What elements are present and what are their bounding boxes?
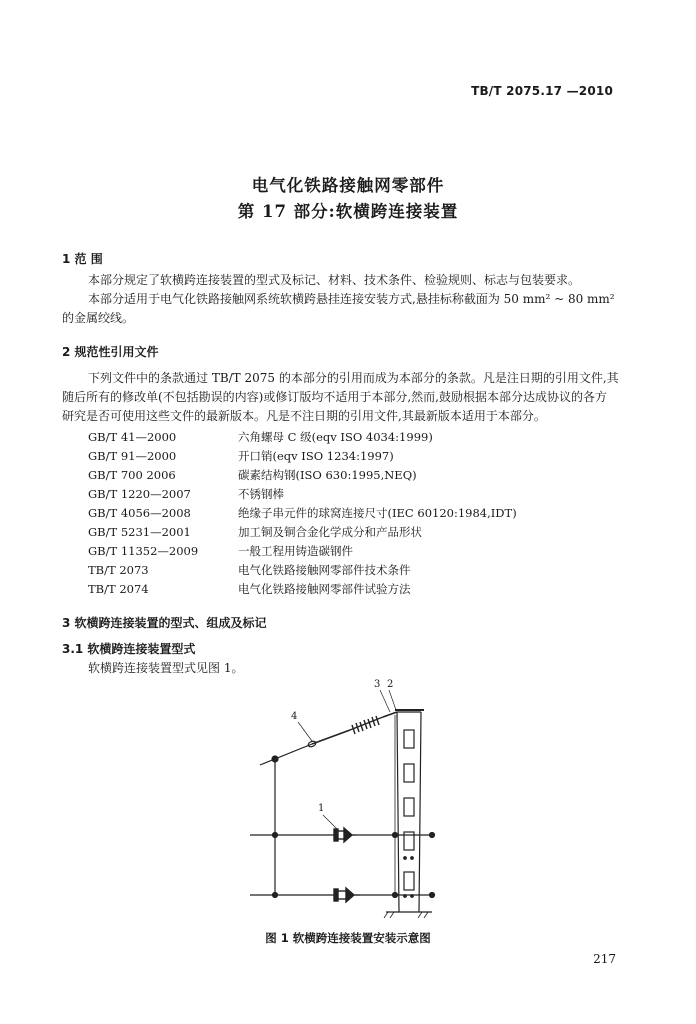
- section-3-1-heading: 3.1 软横跨连接装置型式: [62, 642, 196, 656]
- upper-cross-span-wire: [250, 828, 435, 842]
- reference-code: GB/T 5231—2001: [88, 525, 191, 539]
- page-number: 217: [593, 952, 616, 966]
- section-1-heading: 1 范 围: [62, 252, 103, 266]
- figure-caption: 图 1 软横跨连接装置安装示意图: [265, 931, 431, 945]
- reference-code: GB/T 4056—2008: [88, 506, 191, 520]
- reference-title: 一般工程用铸造碳钢件: [238, 544, 353, 558]
- section-2-intro-1: 下列文件中的条款通过 TB/T 2075 的本部分的引用而成为本部分的条款。凡是注日期的引用文件,其: [88, 371, 619, 385]
- headspan-cable: [260, 712, 397, 765]
- reference-title: 开口销(eqv ISO 1234:1997): [238, 449, 394, 463]
- figure-label-4: 4: [291, 711, 298, 722]
- figure-label-3: 3: [374, 679, 381, 690]
- document-title-line2: 第 17 部分:软横跨连接装置: [237, 202, 459, 221]
- section-2-intro-2: 随后所有的修改单(不包括勘误的内容)或修订版均不适用于本部分,然而,鼓励根据本部分达成协议的各方: [62, 390, 607, 404]
- reference-code: TB/T 2073: [88, 563, 149, 577]
- section-1-para-2a: 本部分适用于电气化铁路接触网系统软横跨悬挂连接安装方式,悬挂标称截面为 50 mm² ~ 80 mm²: [88, 292, 615, 306]
- section-3-heading: 3 软横跨连接装置的型式、组成及标记: [62, 616, 267, 630]
- reference-title: 绝缘子串元件的球窝连接尺寸(IEC 60120:1984,IDT): [238, 506, 517, 520]
- reference-title: 加工铜及铜合金化学成分和产品形状: [238, 525, 422, 539]
- reference-title: 碳素结构钢(ISO 630:1995,NEQ): [238, 468, 417, 482]
- reference-code: GB/T 91—2000: [88, 449, 177, 463]
- document-title-line1: 电气化铁路接触网零部件: [251, 176, 445, 195]
- standard-code: TB/T 2075.17 —2010: [471, 84, 613, 98]
- reference-code: GB/T 1220—2007: [88, 487, 191, 501]
- section-1-para-1: 本部分规定了软横跨连接装置的型式及标记、材料、技术条件、检验规则、标志与包装要求。: [88, 273, 581, 287]
- reference-title: 不锈钢棒: [238, 487, 284, 501]
- reference-code: GB/T 41—2000: [88, 430, 177, 444]
- reference-title: 电气化铁路接触网零部件技术条件: [238, 563, 411, 577]
- reference-title: 电气化铁路接触网零部件试验方法: [238, 582, 411, 596]
- pole: [384, 710, 432, 918]
- reference-title: 六角螺母 C 级(eqv ISO 4034:1999): [238, 430, 433, 444]
- reference-code: GB/T 11352—2009: [88, 544, 199, 558]
- section-1-para-2b: 的金属绞线。: [62, 311, 135, 325]
- section-2-intro-3: 研究是否可使用这些文件的最新版本。凡是不注日期的引用文件,其最新版本适用于本部分。: [62, 409, 546, 423]
- reference-code: GB/T 700 2006: [88, 468, 176, 482]
- section-3-1-text: 软横跨连接装置型式见图 1。: [88, 661, 244, 675]
- figure-label-1: 1: [318, 803, 325, 814]
- section-2-heading: 2 规范性引用文件: [62, 345, 159, 359]
- figure-label-2: 2: [387, 679, 394, 690]
- reference-code: TB/T 2074: [88, 582, 149, 596]
